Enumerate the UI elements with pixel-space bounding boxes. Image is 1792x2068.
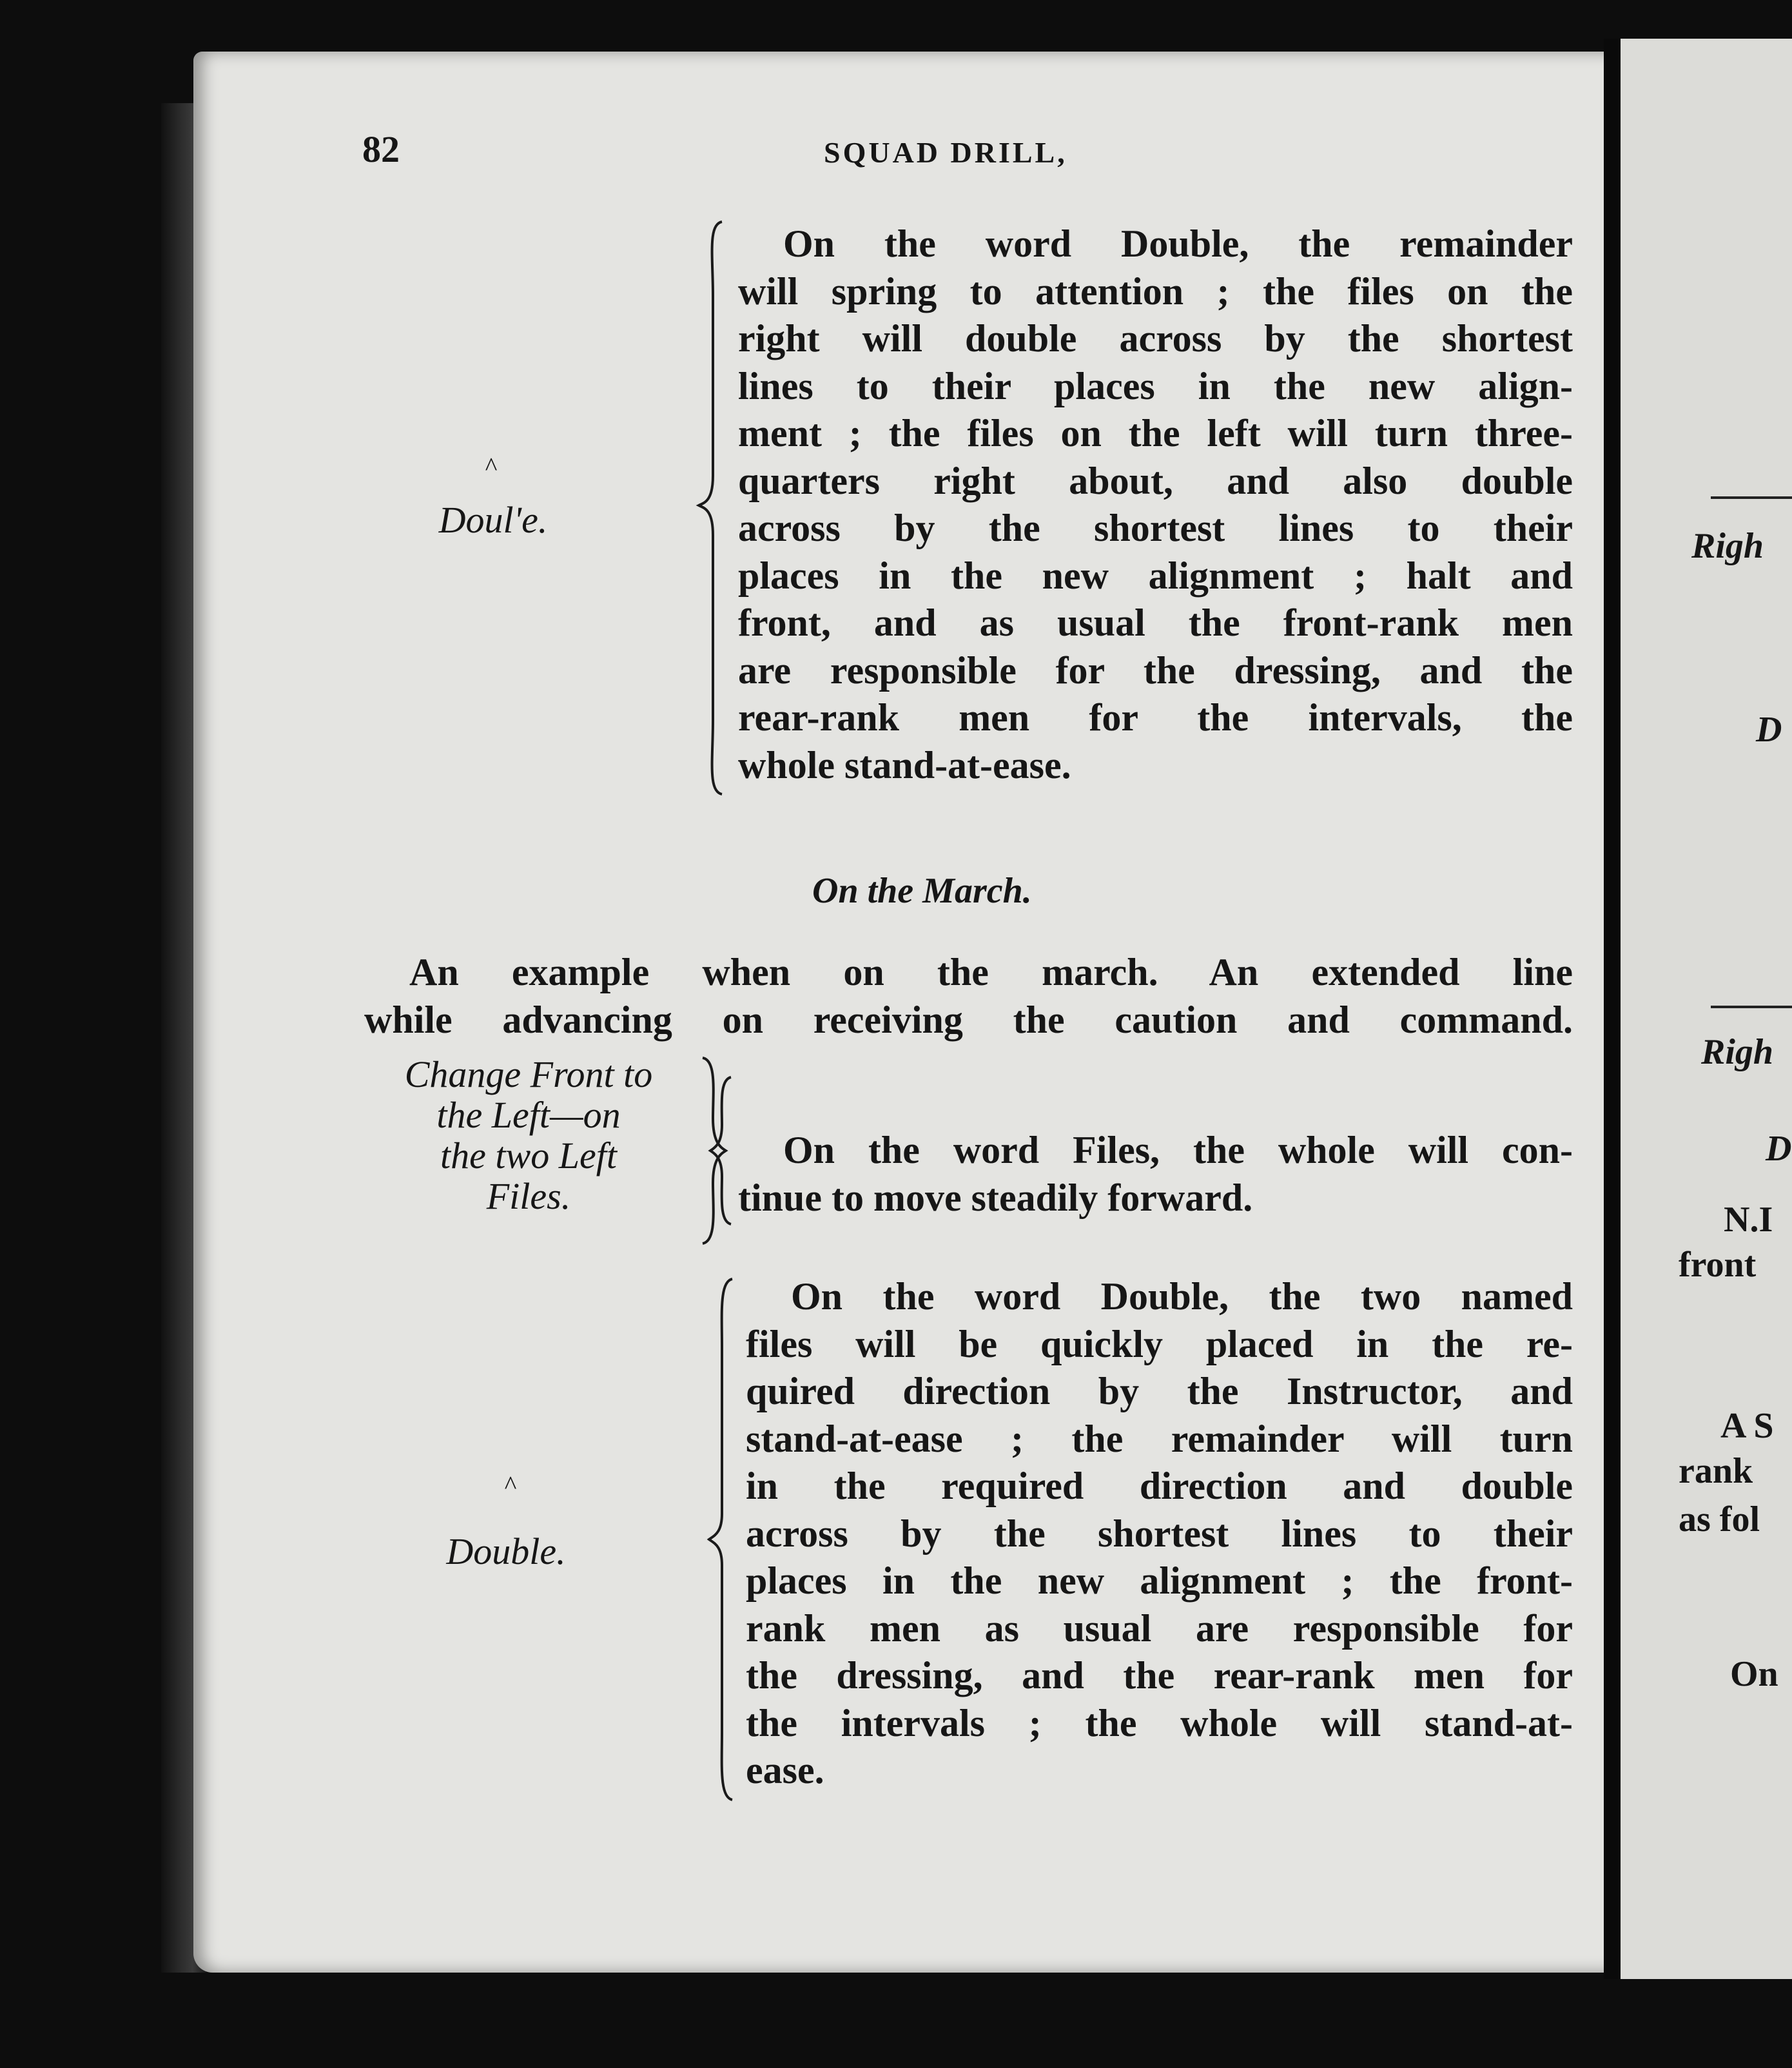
text-line: places in the new alignment ; halt and xyxy=(738,554,1573,597)
facing-fragment: A S xyxy=(1720,1406,1774,1446)
text-line: front, and as usual the front-rank men xyxy=(738,601,1573,644)
rule-line xyxy=(1711,496,1792,499)
text-line: right will double across by the shortest xyxy=(738,317,1573,360)
facing-fragment: On xyxy=(1730,1654,1778,1694)
command-label-change-front: Change Front to the Left—on the two Left Files. xyxy=(404,1053,653,1217)
running-title: SQUAD DRILL, xyxy=(824,136,1067,169)
page-number: 82 xyxy=(362,128,400,170)
facing-fragment: rank xyxy=(1679,1451,1753,1491)
rule-line xyxy=(1711,1006,1792,1008)
text-line: will spring to attention ; the files on the xyxy=(738,269,1573,313)
paragraph-double-1 xyxy=(738,220,1573,789)
text-line: the intervals ; the whole will stand-at- xyxy=(746,1701,1573,1744)
text-line: are responsible for the dressing, and the xyxy=(738,649,1573,692)
text-line: in the required direction and double xyxy=(746,1465,1573,1507)
command-caret: ^ xyxy=(485,452,498,481)
command-label: Doul'e. xyxy=(438,499,548,541)
text-line: On the word Files, the whole will con- xyxy=(783,1129,1573,1171)
text-line: rear-rank men for the intervals, the xyxy=(738,696,1573,739)
left-brace xyxy=(704,1275,736,1804)
text-line: places in the new alignment ; the front- xyxy=(746,1559,1573,1602)
left-brace xyxy=(694,218,726,798)
text-line: across by the shortest lines to their xyxy=(738,507,1573,549)
command-label: Double. xyxy=(446,1530,566,1572)
facing-fragment: front xyxy=(1679,1245,1757,1285)
text-line: stand-at-ease ; the remainder will turn xyxy=(746,1417,1573,1460)
text-line: lines to their places in the new align- xyxy=(738,364,1573,407)
paragraph-intro xyxy=(364,949,1573,1044)
text-line: quarters right about, and also double xyxy=(738,459,1573,502)
text-line: ease. xyxy=(746,1749,824,1791)
facing-page xyxy=(1621,39,1792,1979)
section-subheading: On the March. xyxy=(812,871,1032,911)
text-line: rank men as usual are responsible for xyxy=(746,1606,1573,1650)
text-line: An example when on the march. An extended line xyxy=(409,951,1573,993)
text-line: On the word Double, the remainder xyxy=(783,222,1573,265)
facing-fragment: Righ xyxy=(1701,1032,1774,1072)
paragraph-double-2 xyxy=(746,1273,1573,1795)
command-caret: ^ xyxy=(504,1470,517,1499)
facing-fragment: D xyxy=(1756,710,1782,750)
page-gutter xyxy=(1604,39,1621,1979)
facing-fragment: Righ xyxy=(1691,526,1764,566)
facing-fragment: N.I xyxy=(1724,1200,1773,1240)
facing-fragment: D xyxy=(1766,1129,1792,1169)
text-line: On the word Double, the two named xyxy=(791,1275,1573,1318)
facing-fragment: as fol xyxy=(1679,1499,1760,1539)
text-line: whole stand-at-ease. xyxy=(738,743,1071,786)
text-line: quired direction by the Instructor, and xyxy=(746,1370,1573,1412)
text-line: tinue to move steadily forward. xyxy=(738,1176,1253,1219)
text-line: the dressing, and the rear-rank men for xyxy=(746,1654,1573,1697)
left-brace xyxy=(708,1073,734,1228)
text-line: while advancing on receiving the caution and command. xyxy=(364,998,1573,1041)
text-line: files will be quickly placed in the re- xyxy=(746,1322,1573,1365)
paragraph-files xyxy=(738,1127,1573,1222)
text-line: ment ; the files on the left will turn three- xyxy=(738,412,1573,454)
text-line: across by the shortest lines to their xyxy=(746,1512,1573,1555)
left-page xyxy=(193,52,1618,1973)
